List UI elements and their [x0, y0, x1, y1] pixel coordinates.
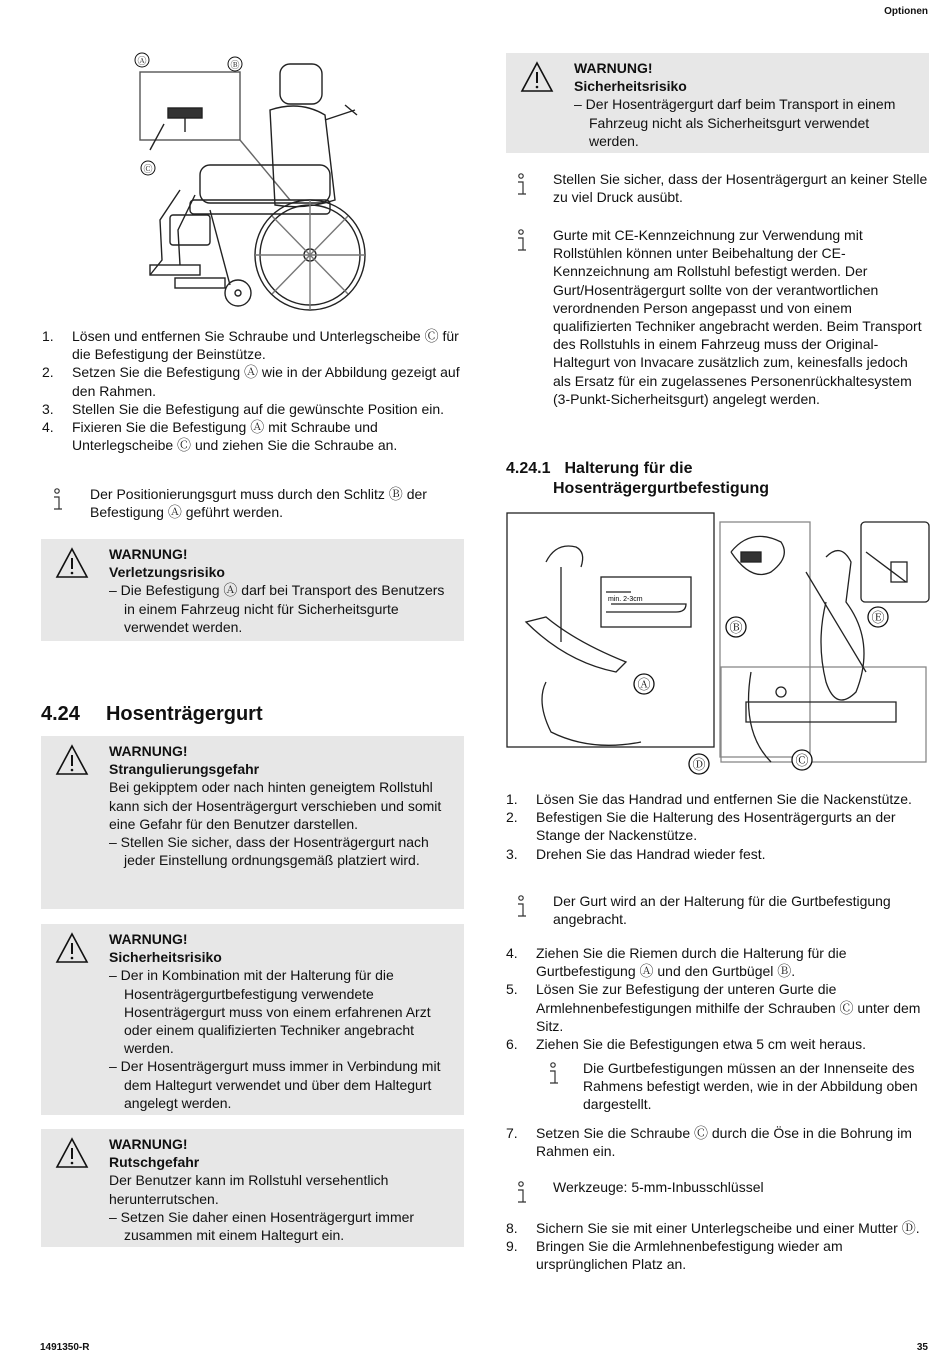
list-item: 1. Lösen und entfernen Sie Schraube und Unterlegscheibe Ⓒ für die Befestigung der Beinstütze. [42, 328, 459, 363]
warning-safety-risk-right: WARNUNG! Sicherheitsrisiko – Der Hosenträgergurt darf beim Transport in einem Fahrzeug nicht als Sicherheitsgurt verwendet werden. [506, 53, 929, 153]
dimension-label: min. 2-3cm [608, 596, 643, 603]
list-item: 6. Ziehen Sie die Befestigungen etwa 5 cm weit heraus. [506, 1036, 866, 1053]
section-heading-4-24-1: 4.24.1 Halterung für die Hosenträgergurtbefestigung [506, 460, 770, 497]
figure1-label-c: Ⓒ [143, 164, 153, 174]
note-positioning-belt: Der Positionierungsgurt muss durch den Schlitz Ⓑ der Befestigung Ⓐ geführt werden. [50, 485, 450, 521]
running-header: Optionen [884, 6, 928, 17]
list-item: 3. Drehen Sie das Handrad wieder fest. [506, 845, 766, 862]
note-ce-marking: Gurte mit CE-Kennzeichnung zur Verwendung mit Rollstühlen können unter Beibehaltung der CE-Kennzeichnung am Rollstuhl befestigt werden. Der Gurt/Hosenträgergurt sollte von der verantwortlichen verordnenden Person angepasst und von einem qualifizierten Techniker angebracht werden. Beim Transport des Rollstuhls in einem Fahrzeug muss der Original-Haltegurt von Invacare zusätzlich zum, keinesfalls jedoch als Ersatz für ein zugelassenes Personenrückhaltesystem (3-Punkt-Sicherheitsgurt) angelegt werden. [514, 226, 928, 408]
list-item: 1. Lösen Sie das Handrad und entfernen Sie die Nackenstütze. [506, 791, 912, 807]
figure1-label-a: Ⓐ [137, 56, 147, 66]
info-icon [50, 487, 64, 513]
right-step-list-b [506, 944, 930, 1053]
right-step-list-d [506, 1219, 928, 1274]
figure2-label-d: Ⓓ [692, 757, 706, 772]
note-belt-mount: Der Gurt wird an der Halterung für die Gurtbefestigung angebracht. [514, 892, 928, 928]
right-step-list-a [506, 790, 928, 863]
figure2-label-e: Ⓔ [871, 610, 885, 625]
right-step-list-c [506, 1124, 930, 1160]
list-item: 4. Fixieren Sie die Befestigung Ⓐ mit Schraube und Unterlegscheibe Ⓒ und ziehen Sie die Schraube an. [42, 419, 398, 454]
figure2-label-b: Ⓑ [729, 620, 743, 635]
harness-mount-illustration [506, 512, 932, 777]
doc-number: 1491350-R [40, 1342, 90, 1353]
info-icon [514, 894, 528, 920]
info-icon [514, 228, 528, 254]
info-icon [514, 1180, 528, 1206]
warning-triangle-icon [55, 547, 89, 579]
list-item: 2. Setzen Sie die Befestigung Ⓐ wie in der Abbildung gezeigt auf den Rahmen. [42, 364, 460, 399]
warning-injury-risk: WARNUNG! Verletzungsrisiko – Die Befestigung Ⓐ darf bei Transport des Benutzers in einem Fahrzeug nicht für Sicherheitsgurte verwendet werden. [41, 539, 464, 641]
warning-safety-risk-left: WARNUNG! Sicherheitsrisiko – Der in Kombination mit der Halterung für die Hosenträgergurtbefestigung verwendete Hosenträgergurt muss von einem erfahrenen Arzt oder einem qualifizierten Techniker angebracht werden. – Der Hosenträgergurt muss immer in Verbindung mit dem Haltegurt verwendet und über dem Haltegurt angelegt werden. [41, 924, 464, 1115]
figure2-label-c: Ⓒ [795, 753, 809, 768]
page-number: 35 [916, 1342, 928, 1353]
list-item: 4. Ziehen Sie die Riemen durch die Halterung für die Gurtbefestigung Ⓐ und den Gurtbügel Ⓑ. [506, 945, 847, 980]
note-tools: Werkzeuge: 5-mm-Inbusschlüssel [514, 1178, 928, 1196]
note-pressure: Stellen Sie sicher, dass der Hosenträgergurt an keiner Stelle zu viel Druck ausübt. [514, 170, 928, 206]
section-heading-4-24: 4.24 Hosenträgergurt [41, 703, 263, 725]
warning-triangle-icon [55, 1137, 89, 1169]
list-item: 9. Bringen Sie die Armlehnenbefestigung wieder am ursprünglichen Platz an. [506, 1238, 843, 1273]
list-item: 3. Stellen Sie die Befestigung auf die gewünschte Position ein. [42, 400, 445, 417]
figure2-label-a: Ⓐ [637, 677, 651, 692]
warning-triangle-icon [55, 744, 89, 776]
warning-slip-hazard: WARNUNG! Rutschgefahr Der Benutzer kann im Rollstuhl versehentlich herunterrutschen. – Setzen Sie daher einen Hosenträgergurt immer zusammen mit einem Haltegurt ein. [41, 1129, 464, 1247]
info-icon [546, 1061, 560, 1087]
wheelchair-illustration [120, 50, 380, 320]
info-icon [514, 172, 528, 198]
list-item: 8. Sichern Sie sie mit einer Unterlegscheibe und einer Mutter Ⓓ. [506, 1220, 920, 1236]
figure1-label-b: Ⓑ [230, 60, 240, 70]
list-item: 5. Lösen Sie zur Befestigung der unteren Gurte die Armlehnenbefestigungen mithilfe der Schrauben Ⓒ unter dem Sitz. [506, 981, 921, 1034]
warning-strangulation: WARNUNG! Strangulierungsgefahr Bei gekipptem oder nach hinten geneigtem Rollstuhl kann sich der Hosenträgergurt verschieben und somit eine Gefahr für den Benutzer darstellen. – Stellen Sie sicher, dass der Hosenträgergurt nach jeder Einstellung ordnungsgemäß platziert wird. [41, 736, 464, 909]
note-inside-frame: Die Gurtbefestigungen müssen an der Innenseite des Rahmens befestigt werden, wie in der Abbildung oben dargestellt. [546, 1059, 928, 1114]
left-step-list [42, 327, 462, 454]
list-item: 7. Setzen Sie die Schraube Ⓒ durch die Öse in die Bohrung im Rahmen ein. [506, 1125, 912, 1160]
warning-triangle-icon [55, 932, 89, 964]
warning-triangle-icon [520, 61, 554, 93]
list-item: 2. Befestigen Sie die Halterung des Hosenträgergurts an der Stange der Nackenstütze. [506, 809, 896, 844]
